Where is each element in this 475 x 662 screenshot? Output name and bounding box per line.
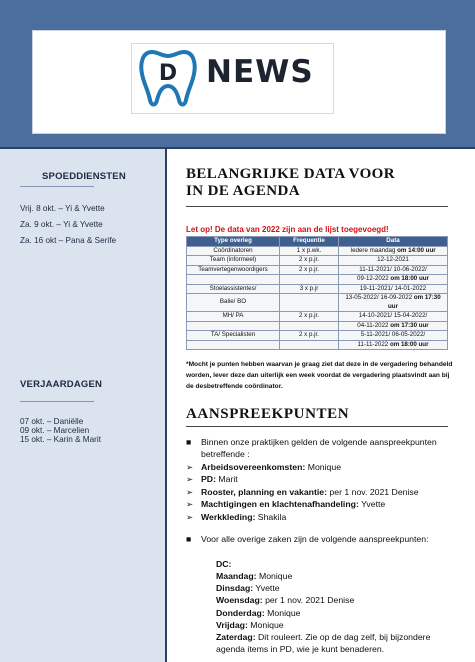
day-label: Maandag: bbox=[216, 571, 257, 581]
cell-date bbox=[339, 256, 448, 266]
cell-date-time: om 17:30 uur bbox=[388, 321, 429, 329]
duty-title: SPOEDDIENSTEN bbox=[42, 171, 126, 182]
cell-frequency bbox=[280, 275, 339, 285]
contact-item-label: Arbeidsovereenkomsten: bbox=[201, 462, 306, 472]
birthday-item: 07 okt. – Daniëlle bbox=[20, 417, 84, 426]
contact-item-value: Shakila bbox=[255, 511, 287, 522]
day-label: Dinsdag: bbox=[216, 583, 254, 594]
agenda-title-line1: BELANGRIJKE DATA VOOR bbox=[186, 166, 395, 182]
table-row bbox=[187, 321, 448, 331]
cell-frequency: 2 x p.jr. bbox=[280, 312, 339, 322]
cell-frequency: 1 x p.wk. bbox=[280, 246, 339, 256]
contact-item bbox=[201, 461, 341, 473]
birthday-item: 09 okt. – Marcelien bbox=[20, 426, 90, 435]
contacts-title: AANSPREEKPUNTEN bbox=[186, 406, 350, 422]
cell-frequency bbox=[280, 294, 339, 312]
cell-frequency: 2 x p.jr. bbox=[280, 256, 339, 266]
day-item bbox=[216, 582, 280, 594]
cell-type: Stoelassistentes/ bbox=[187, 284, 280, 294]
bullet-icon: ■ bbox=[186, 534, 192, 544]
table-row bbox=[187, 256, 448, 266]
table-row bbox=[187, 331, 448, 341]
cell-date-text: 12-12-2021 bbox=[377, 256, 409, 263]
col-type-header: Type overleg bbox=[187, 237, 280, 247]
duty-item: Za. 9 okt. – Yi & Yvette bbox=[20, 220, 103, 229]
birthday-title: VERJAARDAGEN bbox=[20, 379, 103, 390]
table-header-row bbox=[187, 237, 448, 247]
agenda-table bbox=[186, 236, 448, 350]
contacts-rule bbox=[186, 426, 448, 427]
day-value: Monique bbox=[256, 571, 293, 581]
contact-item-value: Marit bbox=[215, 474, 238, 485]
contact-item-label: Rooster, planning en vakantie: bbox=[201, 486, 327, 497]
day-last-line: agenda items in PD, wie je kunt benaderen. bbox=[216, 644, 385, 654]
day-item bbox=[216, 631, 430, 643]
arrow-bullet-icon: ➢ bbox=[186, 511, 194, 522]
logo-word: NEWS bbox=[206, 54, 314, 90]
cell-date bbox=[339, 340, 448, 350]
contact-item bbox=[201, 498, 385, 510]
dc-label: DC: bbox=[216, 559, 232, 569]
contact-item-label: Werkkleding: bbox=[201, 511, 256, 522]
cell-date-time: om 18:00 uur bbox=[388, 275, 429, 282]
cell-date-text: 14-10-2021/ 15-04-2022/ bbox=[358, 312, 428, 319]
agenda-title bbox=[186, 166, 395, 200]
cell-date bbox=[339, 275, 448, 285]
cell-date-text: 04-11-2022 bbox=[357, 321, 389, 329]
arrow-bullet-icon: ➢ bbox=[186, 474, 194, 485]
cell-type: Balie/ BO bbox=[187, 294, 280, 312]
cell-date bbox=[339, 246, 448, 256]
day-value: Monique bbox=[247, 619, 284, 630]
cell-date-text: 5-11-2021/ 06-05-2022/ bbox=[360, 331, 426, 338]
cell-date bbox=[339, 321, 448, 331]
cell-date-text: 09-12-2022 bbox=[357, 275, 389, 282]
tooth-logo-icon bbox=[138, 46, 198, 110]
table-row bbox=[187, 284, 448, 294]
day-item bbox=[216, 594, 354, 606]
contacts-intro-line2: betreffende : bbox=[201, 449, 250, 459]
bullet-icon: ■ bbox=[186, 437, 192, 447]
contact-item-value: Yvette bbox=[358, 499, 386, 510]
cell-date bbox=[339, 284, 448, 294]
day-value: Monique bbox=[264, 607, 301, 618]
contact-item bbox=[201, 511, 286, 523]
duty-divider bbox=[20, 186, 94, 187]
day-item bbox=[216, 607, 301, 619]
contacts-intro-line1: Binnen onze praktijken gelden de volgende aanspreekpunten bbox=[201, 437, 437, 447]
day-label: Woensdag: bbox=[216, 595, 263, 606]
cell-type: Coördinatoren bbox=[187, 246, 280, 256]
cell-type bbox=[187, 340, 280, 350]
col-freq-header: Frequentie bbox=[280, 237, 339, 247]
day-item bbox=[216, 570, 292, 582]
birthday-divider bbox=[20, 401, 94, 402]
table-row bbox=[187, 294, 448, 312]
cell-type bbox=[187, 321, 280, 331]
agenda-title-line2: IN DE AGENDA bbox=[186, 183, 300, 199]
dnews-logo bbox=[131, 43, 334, 114]
day-item bbox=[216, 619, 284, 631]
contact-item-value: per 1 nov. 2021 Denise bbox=[327, 486, 419, 497]
cell-date-text: 13-05-2022/ 16-09-2022 bbox=[345, 294, 413, 301]
duty-item: Vrij. 8 okt. – Yi & Yvette bbox=[20, 204, 105, 213]
day-value: Yvette bbox=[253, 583, 280, 594]
agenda-note: *Mocht je punten hebben waarvan je graag ziet dat deze in de vergadering behandeld worden, lever deze dan uiterlijk een week voordat de vergadering plaatsvindt aan bij de desbetreffende coördinator. bbox=[186, 361, 453, 390]
agenda-rule bbox=[186, 206, 448, 207]
day-value: per 1 nov. 2021 Denise bbox=[262, 595, 355, 606]
contacts-other: Voor alle overige zaken zijn de volgende aanspreekpunten: bbox=[201, 534, 429, 544]
arrow-bullet-icon: ➢ bbox=[186, 462, 194, 472]
cell-date bbox=[339, 265, 448, 275]
day-label: Zaterdag: bbox=[216, 632, 256, 642]
cell-date-text: 11-11-2022 bbox=[357, 340, 389, 348]
cell-date-text: 19-11-2021/ 14-01-2022 bbox=[359, 284, 427, 292]
cell-frequency bbox=[280, 321, 339, 331]
cell-frequency: 2 x p.jr. bbox=[280, 265, 339, 275]
cell-date bbox=[339, 294, 448, 312]
cell-type: Team (informeel) bbox=[187, 256, 280, 266]
contact-item bbox=[201, 473, 238, 485]
contact-item-value: Monique bbox=[305, 462, 342, 472]
cell-date-text: Iedere maandag bbox=[350, 246, 396, 254]
table-row bbox=[187, 275, 448, 285]
table-row bbox=[187, 312, 448, 322]
cell-type: Teamvertegenwoordigers bbox=[187, 265, 280, 275]
cell-date-time: om 18:00 uur bbox=[388, 340, 429, 348]
col-date-header: Data bbox=[339, 237, 448, 247]
cell-date-time: om 17:30 uur bbox=[388, 294, 441, 310]
arrow-bullet-icon: ➢ bbox=[186, 486, 194, 497]
logo-letter: D bbox=[158, 61, 178, 86]
cell-frequency bbox=[280, 340, 339, 350]
day-value: Dit rouleert. Zie op de dag zelf, bij bijzondere bbox=[255, 632, 431, 642]
contact-item-label: PD: bbox=[201, 474, 216, 485]
arrow-bullet-icon: ➢ bbox=[186, 499, 194, 510]
cell-type: MH/ PA bbox=[187, 312, 280, 322]
contact-item-label: Machtigingen en klachtenafhandeling: bbox=[201, 499, 359, 510]
cell-type: TA/ Specialisten bbox=[187, 331, 280, 341]
birthday-item: 15 okt. – Karin & Marit bbox=[20, 435, 101, 444]
agenda-alert: Let op! De data van 2022 zijn aan de lijst toegevoegd! bbox=[186, 225, 389, 234]
cell-date bbox=[339, 312, 448, 322]
cell-date-time: om 14:00 uur bbox=[395, 246, 436, 254]
table-row bbox=[187, 340, 448, 350]
table-row bbox=[187, 265, 448, 275]
cell-date bbox=[339, 331, 448, 341]
cell-frequency: 3 x p.jr bbox=[280, 284, 339, 294]
day-label: Donderdag: bbox=[216, 607, 265, 618]
cell-type bbox=[187, 275, 280, 285]
cell-date-text: 11-11-2021/ 10-06-2022/ bbox=[359, 265, 427, 273]
day-label: Vrijdag: bbox=[216, 619, 248, 630]
table-row bbox=[187, 246, 448, 256]
duty-item: Za. 16 okt – Pana & Serife bbox=[20, 236, 117, 245]
cell-frequency: 2 x p.jr. bbox=[280, 331, 339, 341]
contact-item bbox=[201, 486, 419, 498]
